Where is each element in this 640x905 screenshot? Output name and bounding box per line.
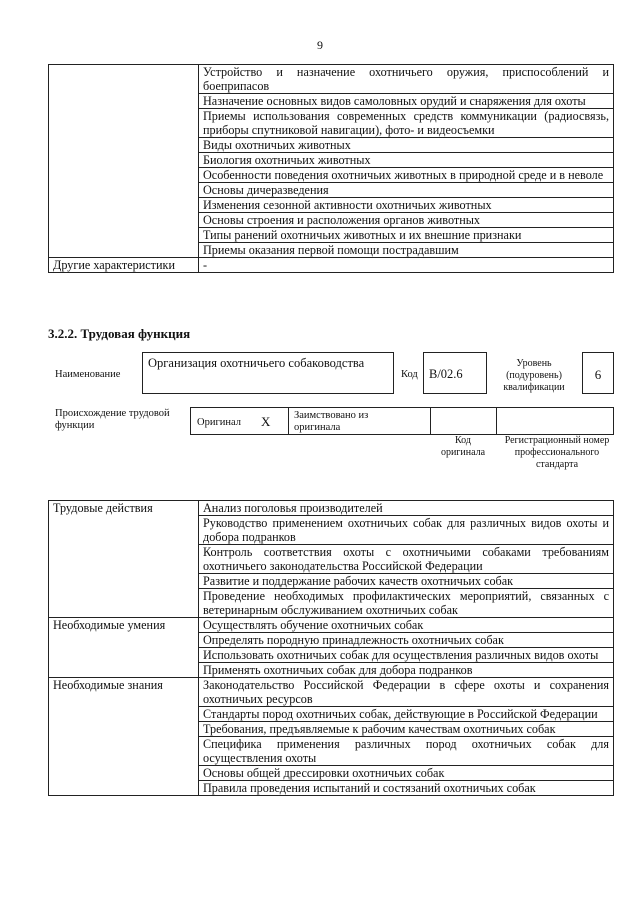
table-cell: Осуществлять обучение охотничьих собак [199, 618, 614, 633]
table-cell: Стандарты пород охотничьих собак, действующие в Российской Федерации [199, 707, 614, 722]
labor-function-table [48, 500, 614, 796]
knowledge-table-continued [48, 64, 614, 273]
table-cell: Биология охотничьих животных [199, 153, 614, 168]
table-row [49, 678, 614, 707]
other-characteristics-label: Другие характеристики [49, 258, 199, 273]
table-row [49, 65, 614, 94]
table-cell: Контроль соответствия охоты с охотничьими собаками требованиям охотничьего законодательства Российской Федерации [199, 545, 614, 574]
original-mark: X [261, 414, 271, 429]
section-title: 3.2.2. Трудовая функция [48, 326, 191, 341]
divider [496, 407, 497, 435]
table-label-cell [49, 65, 199, 258]
table-cell: Основы общей дрессировки охотничьих собак [199, 766, 614, 781]
table-cell: Основы строения и расположения органов животных [199, 213, 614, 228]
function-name-box: Организация охотничьего собаководства [142, 352, 394, 394]
original-label: Оригинал [197, 417, 241, 428]
table-row [49, 258, 614, 273]
table-row [49, 618, 614, 633]
code-original-caption: Код оригинала [440, 435, 486, 458]
table-cell: Анализ поголовья производителей [199, 501, 614, 516]
registration-caption: Регистрационный номер профессионального стандарта [504, 435, 610, 470]
table-cell: Правила проведения испытаний и состязаний охотничьих собак [199, 781, 614, 796]
table-cell: Виды охотничьих животных [199, 138, 614, 153]
code-label: Код [401, 369, 418, 380]
table-cell: Приемы использования современных средств коммуникации (радиосвязь, приборы спутниковой навигации), фото- и видеосъемки [199, 109, 614, 138]
table-cell: Специфика применения различных пород охотничьих собак для осуществления охоты [199, 737, 614, 766]
table-cell: Изменения сезонной активности охотничьих животных [199, 198, 614, 213]
other-characteristics-value: - [199, 258, 614, 273]
table-cell: Использовать охотничьих собак для осуществления различных видов охоты [199, 648, 614, 663]
table-cell: Законодательство Российской Федерации в сфере охоты и сохранения охотничьих ресурсов [199, 678, 614, 707]
table-cell: Определять породную принадлежность охотничьих собак [199, 633, 614, 648]
table-cell: Типы ранений охотничьих животных и их внешние признаки [199, 228, 614, 243]
table-row [49, 501, 614, 516]
borrowed-label: Заимствовано из оригинала [294, 410, 369, 433]
group-label: Необходимые умения [49, 618, 199, 678]
name-label: Наименование [55, 369, 121, 380]
table-cell: Особенности поведения охотничьих животных в природной среде и в неволе [199, 168, 614, 183]
table-cell: Приемы оказания первой помощи пострадавшим [199, 243, 614, 258]
table-cell: Применять охотничьих собак для добора подранков [199, 663, 614, 678]
level-label: Уровень (подуровень) квалификации [503, 358, 565, 393]
divider [288, 407, 289, 435]
table-cell: Требования, предъявляемые к рабочим качествам охотничьих собак [199, 722, 614, 737]
table-cell: Руководство применением охотничьих собак для различных видов охоты и добора подранков [199, 516, 614, 545]
table-cell: Проведение необходимых профилактических мероприятий, связанных с ветеринарным обслуживанием охотничьих собак [199, 589, 614, 618]
table-cell: Назначение основных видов самоловных орудий и снаряжения для охоты [199, 94, 614, 109]
group-label: Трудовые действия [49, 501, 199, 618]
level-box: 6 [582, 352, 614, 394]
table-cell: Устройство и назначение охотничьего оружия, приспособлений и боеприпасов [199, 65, 614, 94]
table-cell: Развитие и поддержание рабочих качеств охотничьих собак [199, 574, 614, 589]
table-cell: Основы дичеразведения [199, 183, 614, 198]
origin-label: Происхождение трудовой функции [55, 408, 170, 431]
code-box: B/02.6 [423, 352, 487, 394]
divider [430, 407, 431, 435]
page-number: 9 [317, 38, 323, 52]
group-label: Необходимые знания [49, 678, 199, 796]
